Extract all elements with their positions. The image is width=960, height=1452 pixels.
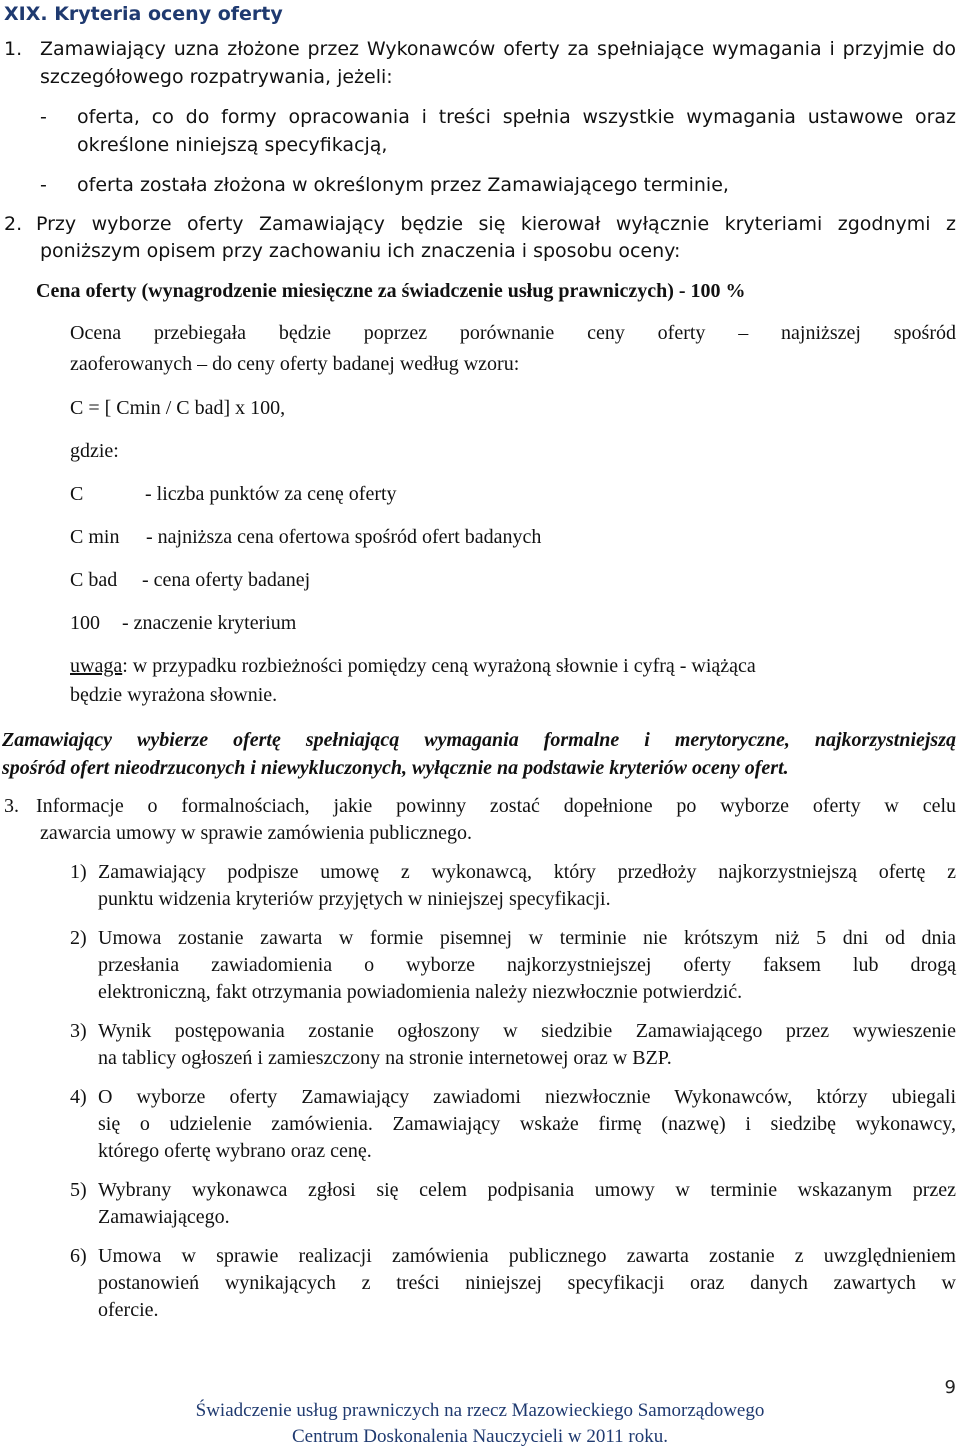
section-2-line-2: poniższym opisem przy zachowaniu ich znaczenia i sposobu oceny: (40, 240, 681, 262)
section-3-line-1: Informacje o formalnościach, jakie powinny zostać dopełnione po wyborze oferty w celu (36, 795, 956, 817)
evaluation-line-1: Ocena przebiegała będzie poprzez porównanie ceny oferty – najniższej spośród (70, 322, 956, 344)
bullet-dash: - (40, 174, 47, 196)
list-item-number: 2) (70, 927, 87, 949)
formula: C = [ Cmin / C bad] x 100, (70, 397, 286, 419)
bullet-1-line-2: określone niniejszą specyfikacją, (77, 134, 388, 156)
symbol-100-description: - znaczenie kryterium (122, 612, 297, 634)
list-item-line: którego ofertę wybrano oraz cenę. (98, 1140, 372, 1162)
list-item-line: elektroniczną, fakt otrzymania powiadomienia należy niezwłocznie potwierdzić. (98, 981, 743, 1003)
note-label: uwaga (70, 655, 123, 677)
section-heading: XIX. Kryteria oceny oferty (4, 3, 283, 25)
evaluation-line-2: zaoferowanych – do ceny oferty badanej według wzoru: (70, 353, 520, 375)
footer-line-2: Centrum Doskonalenia Nauczycieli w 2011 roku. (291, 1426, 669, 1447)
list-item-line: się o udzielenie zamówienia. Zamawiający wskaże firmę (nazwę) i siedzibę wykonawcy, (98, 1113, 956, 1135)
list-item-line: Umowa zostanie zawarta w formie pisemnej w terminie nie krótszym niż 5 dni od dnia (98, 927, 956, 949)
list-item-line: O wyborze oferty Zamawiający zawiadomi niezwłocznie Wykonawców, którzy ubiegali (98, 1086, 956, 1108)
list-item-line: Wynik postępowania zostanie ogłoszony w siedzibie Zamawiającego przez wywieszenie (98, 1020, 956, 1042)
section-2-number: 2. (4, 213, 23, 235)
selection-statement-line-2: spośród ofert nieodrzuconych i niewykluczonych, wyłącznie na podstawie kryteriów oceny ofert. (2, 757, 789, 779)
list-item-line: ofercie. (98, 1299, 159, 1321)
symbol-100: 100 (70, 612, 100, 634)
list-item-number: 6) (70, 1245, 87, 1267)
symbol-cmin: C min (70, 526, 120, 548)
list-item-number: 3) (70, 1020, 87, 1042)
list-item-line: Umowa w sprawie realizacji zamówienia publicznego zawarta zostanie z uwzględnieniem (98, 1245, 956, 1267)
selection-statement-line-1: Zamawiający wybierze ofertę spełniającą wymagania formalne i merytoryczne, najkorzystniejszą (2, 729, 956, 751)
section-1-number: 1. (4, 38, 23, 60)
symbol-c: C (70, 483, 84, 505)
section-1-line-2: szczegółowego rozpatrywania, jeżeli: (40, 66, 393, 88)
list-item-line: punktu widzenia kryteriów przyjętych w niniejszej specyfikacji. (98, 888, 611, 910)
footer-line-1: Świadczenie usług prawniczych na rzecz Mazowieckiego Samorządowego (195, 1400, 765, 1421)
section-3-number: 3. (4, 795, 19, 817)
note-line-1 (70, 653, 956, 679)
section-1-line-1: Zamawiający uzna złożone przez Wykonawców oferty za spełniające wymagania i przyjmie do (40, 38, 956, 60)
note-line-2: będzie wyrażona słownie. (70, 684, 278, 706)
symbol-cbad-description: - cena oferty badanej (142, 569, 311, 591)
section-2-line-1: Przy wyborze oferty Zamawiający będzie się kierował wyłącznie kryteriami zgodnymi z (36, 213, 956, 235)
bullet-2-line-1: oferta została złożona w określonym przez Zamawiającego terminie, (77, 174, 729, 196)
symbol-cmin-description: - najniższa cena ofertowa spośród ofert badanych (146, 526, 542, 548)
price-criterion: Cena oferty (wynagrodzenie miesięczne za świadczenie usług prawniczych) - 100 % (36, 280, 746, 302)
list-item-number: 1) (70, 861, 87, 883)
page-number: 9 (944, 1377, 956, 1398)
list-item-number: 5) (70, 1179, 87, 1201)
section-3-line-2: zawarcia umowy w sprawie zamówienia publicznego. (40, 822, 473, 844)
list-item-number: 4) (70, 1086, 87, 1108)
list-item-line: Wybrany wykonawca zgłosi się celem podpisania umowy w terminie wskazanym przez (98, 1179, 956, 1201)
list-item-line: Zamawiający podpisze umowę z wykonawcą, który przedłoży najkorzystniejszą ofertę z (98, 861, 956, 883)
note-text: : w przypadku rozbieżności pomiędzy ceną wyrażoną słownie i cyfrą - wiążąca (122, 655, 756, 677)
list-item-line: Zamawiającego. (98, 1206, 230, 1228)
symbol-c-description: - liczba punktów za cenę oferty (145, 483, 397, 505)
list-item-line: przesłania zawiadomienia o wyborze najkorzystniejszej oferty faksem lub drogą (98, 954, 956, 976)
symbol-cbad: C bad (70, 569, 118, 591)
list-item-line: postanowień wynikających z treści niniejszej specyfikacji oraz danych zawartych w (98, 1272, 956, 1294)
where-label: gdzie: (70, 440, 119, 462)
list-item-line: na tablicy ogłoszeń i zamieszczony na stronie internetowej oraz w BZP. (98, 1047, 672, 1069)
bullet-1-line-1: oferta, co do formy opracowania i treści spełnia wszystkie wymagania ustawowe oraz (77, 106, 956, 128)
bullet-dash: - (40, 106, 47, 128)
